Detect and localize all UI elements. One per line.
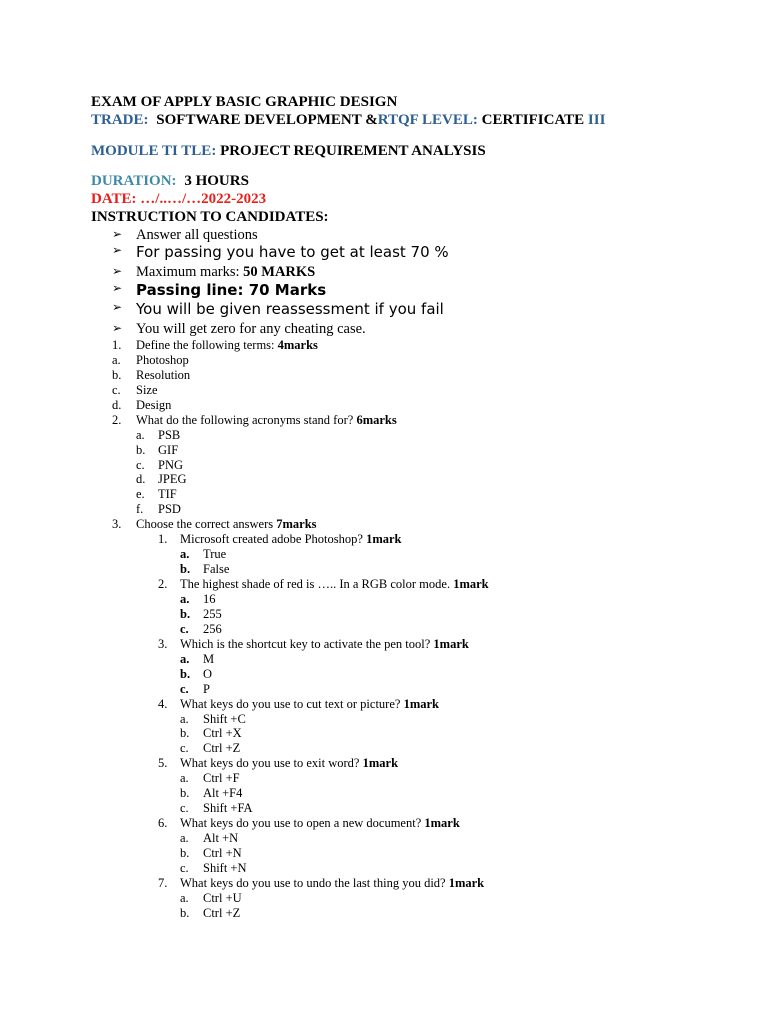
module-label: MODULE TI TLE:	[91, 143, 217, 159]
duration-line	[91, 173, 249, 190]
arrow-bullet-icon: ➢	[112, 243, 123, 257]
arrow-bullet-icon: ➢	[112, 321, 123, 335]
duration-value: 3 HOURS	[184, 173, 249, 189]
rtqf-label: RTQF LEVEL:	[377, 112, 478, 128]
exam-title: EXAM OF APPLY BASIC GRAPHIC DESIGN	[91, 94, 398, 110]
exam-page: EXAM OF APPLY BASIC GRAPHIC DESIGN TRADE: SOFTWARE DEVELOPMENT &RTQF LEVEL: CERTIFICATE III MODULE TI TLE: PROJECT REQUIREMENT ANALYSIS DURATION: 3 HOURS DATE: …/..…/…2022-2023 INSTRUCTION TO CANDIDATES: ➢ Answer all questions ➢ For passing you have to get at least 70 % ➢ Maximum marks: 50 MARKS ➢ Passing line: 70 Marks ➢ You will be given reassessment if you fail ➢ You will get zero for any cheating case. 1. Define the following terms: 4marks a. Photoshop b. Resolution c. Size d. Design 2. What do the following acronyms stand for? 6marks a. PSB b. GIF c. PNG d. JPEG e. TIF f. PSD 3. Choose the correct answers 7marks 1. Microsoft created adobe Photoshop? 1mark a. True b. False 2. The highest shade of red is ….. In a RGB color mode. 1mark a. 16 b. 255 c. 256 3. Which is the shortcut key to activate the pen tool? 1mark a. M b. O c. P 4. What keys do you use to cut text or picture? 1mark a. Shift +C b. Ctrl +X c. Ctrl +Z 5. What keys do you use to exit word? 1mark a. Ctrl +F b. Alt +F4 c. Shift +FA 6. What keys do you use to open a new document? 1mark a. Alt +N b. Ctrl +N c. Shift +N 7. What keys do you use to undo the last thing you did? 1mark a. Ctrl +U b. Ctrl +Z	[91, 94, 606, 920]
module-value: PROJECT REQUIREMENT ANALYSIS	[220, 143, 486, 159]
arrow-bullet-icon: ➢	[112, 300, 123, 314]
rtqf-level: III	[587, 112, 606, 128]
trade-value: SOFTWARE DEVELOPMENT &	[156, 112, 378, 128]
date-line: DATE: …/..…/…2022-2023	[91, 191, 267, 207]
trade-label: TRADE:	[91, 112, 149, 128]
trade-line	[91, 112, 605, 129]
arrow-bullet-icon: ➢	[112, 227, 123, 241]
duration-label: DURATION:	[91, 173, 177, 189]
rtqf-value: CERTIFICATE	[481, 112, 585, 128]
arrow-bullet-icon: ➢	[112, 264, 123, 278]
arrow-bullet-icon: ➢	[112, 281, 123, 295]
module-line	[91, 143, 486, 160]
instruction-heading: INSTRUCTION TO CANDIDATES:	[91, 209, 329, 225]
